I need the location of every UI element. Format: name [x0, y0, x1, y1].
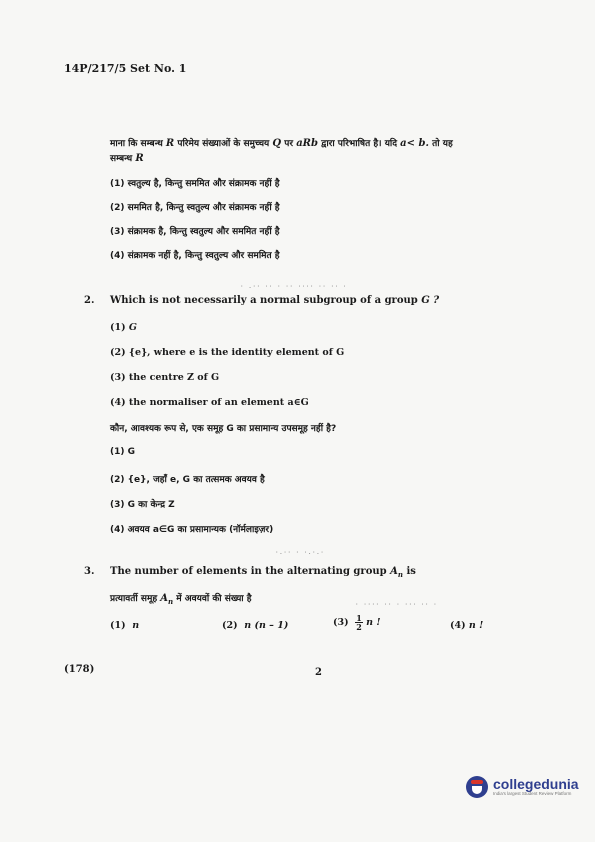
q2-option-1: (1) G [110, 322, 138, 333]
q3-stem: The number of elements in the alternating group $A_n$ is [110, 566, 416, 579]
q2-option-2: (2) {e}, where e is the identity element of G [110, 347, 345, 358]
scan-artifact: · ···· ·· · ··· ·· · [355, 601, 438, 608]
graduation-cap-icon [466, 776, 488, 798]
q1-option-4: (4) संक्रामक नहीं है, किन्तु स्वतुल्य और सममित है [110, 251, 280, 261]
q2-hindi-option-4: (4) अवयव a∈G का प्रसामान्यक (नॉर्मलाइज़र) [110, 525, 274, 535]
q1-hindi-stem-line2: सम्बन्ध R [110, 153, 144, 164]
q2-option-3: (3) the centre Z of G [110, 372, 220, 383]
q3-option-3: (3) $\frac{1}{2}$ n ! [333, 613, 381, 632]
paper-code: 14P/217/5 Set No. 1 [64, 62, 187, 75]
scan-artifact: · .·· ·· · ·· ···· ·· ·· · [240, 283, 347, 290]
footer-code: (178) [64, 664, 95, 675]
q3-option-2: (2) n (n – 1) [222, 620, 289, 631]
q1-option-2: (2) सममित है, किन्तु स्वतुल्य और संक्रामक नहीं है [110, 203, 280, 213]
q2-stem: Which is not necessarily a normal subgroup of a group G ? [110, 295, 440, 306]
q2-hindi-stem: कौन, आवश्यक रूप से, एक समूह G का प्रसामान्य उपसमूह नहीं है? [110, 424, 337, 434]
watermark-tagline: India's largest Student Review Platform [493, 791, 572, 796]
page-number: 2 [315, 667, 322, 678]
q1-hindi-stem-line1: माना कि सम्बन्ध R परिमेय संख्याओं के समुच्चय Q पर aRb द्वारा परिभाषित है। यदि a< b. तो यह [110, 138, 453, 149]
q3-hindi-stem: प्रत्यावर्ती समूह $A_n$ में अवयवों की संख्या है [110, 593, 252, 606]
q2-hindi-option-2: (2) {e}, जहाँ e, G का तत्समक अवयव है [110, 475, 265, 485]
q3-option-4: (4) n ! [450, 620, 484, 631]
q2-option-4: (4) the normaliser of an element a∈G [110, 397, 309, 408]
collegedunia-watermark [466, 776, 579, 798]
scan-artifact: ·.·· · ·.·.· [275, 549, 325, 556]
q3-option-1: (1) n [110, 620, 140, 631]
fraction-one-half: $\frac{1}{2}$ [356, 613, 362, 632]
q2-hindi-option-1: (1) G [110, 447, 136, 457]
watermark-brand: collegedunia [493, 776, 579, 792]
q3-number: 3. [84, 566, 95, 577]
q2-hindi-option-3: (3) G का केन्द्र Z [110, 500, 175, 510]
q1-option-3: (3) संक्रामक है, किन्तु स्वतुल्य और सममित नहीं है [110, 227, 280, 237]
q2-number: 2. [84, 295, 95, 306]
q1-option-1: (1) स्वतुल्य है, किन्तु सममित और संक्रामक नहीं है [110, 179, 280, 189]
